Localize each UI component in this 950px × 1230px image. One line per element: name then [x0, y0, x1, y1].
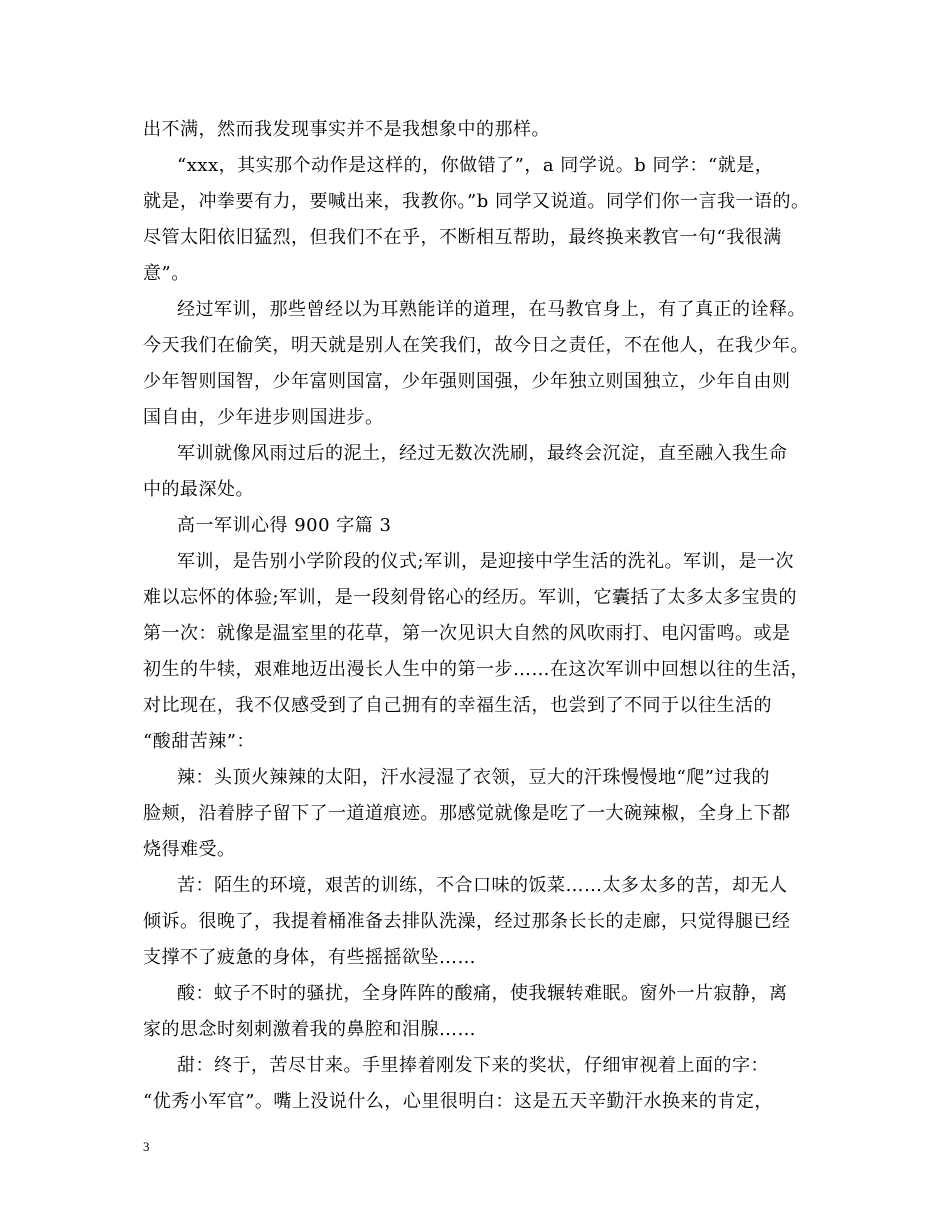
text-line: 烧得难受。	[143, 839, 236, 860]
text-line: 酸：蚊子不时的骚扰，全身阵阵的酸痛，使我辗转难眠。窗外一片寂静，离	[177, 983, 788, 1004]
text-line: 对比现在，我不仅感受到了自己拥有的幸福生活，也尝到了不同于以往生活的	[143, 695, 772, 716]
text-line: 就是，冲拳要有力，要喊出来，我教你。”b 同学又说道。同学们你一言我一语的。	[143, 191, 810, 212]
text-line: 难以忘怀的体验;军训，是一段刻骨铭心的经历。军训，它囊括了太多太多宝贵的	[143, 587, 798, 608]
text-line: 脸颊，沿着脖子留下了一道道痕迹。那感觉就像是吃了一大碗辣椒，全身上下都	[143, 803, 791, 824]
text-line: 少年智则国智，少年富则国富，少年强则国强，少年独立则国独立，少年自由则	[143, 371, 791, 392]
text-line: “优秀小军官”。嘴上没说什么，心里很明白：这是五天辛勤汗水换来的肯定，	[143, 1091, 773, 1112]
text-line: 尽管太阳依旧猛烈，但我们不在乎，不断相互帮助，最终换来教官一句“我很满	[143, 227, 782, 248]
text-line: 苦：陌生的环境，艰苦的训练，不合口味的饭菜……太多太多的苦，却无人	[177, 875, 788, 896]
text-line: 今天我们在偷笑，明天就是别人在笑我们，故今日之责任，不在他人，在我少年。	[143, 335, 809, 356]
text-line: 初生的牛犊，艰难地迈出漫长人生中的第一步……在这次军训中回想以往的生活，	[143, 659, 809, 680]
text-line: 辣：头顶火辣辣的太阳，汗水浸湿了衣领，豆大的汗珠慢慢地“爬”过我的	[177, 767, 770, 788]
text-line: 意”。	[143, 263, 190, 284]
text-line: “xxx，其实那个动作是这样的，你做错了”，a 同学说。b 同学：“就是，	[177, 155, 774, 176]
text-line: 支撑不了疲惫的身体，有些摇摇欲坠……	[143, 947, 476, 968]
page-number: 3	[143, 1139, 150, 1154]
text-line: 第一次：就像是温室里的花草，第一次见识大自然的风吹雨打、电闪雷鸣。或是	[143, 623, 791, 644]
document-body	[0, 112, 950, 1120]
text-line: 经过军训，那些曾经以为耳熟能详的道理，在马教官身上，有了真正的诠释。	[177, 299, 806, 320]
text-line: 军训就像风雨过后的泥土，经过无数次洗刷，最终会沉淀，直至融入我生命	[177, 443, 788, 464]
text-line: 国自由，少年进步则国进步。	[143, 407, 384, 428]
text-line: 出不满，然而我发现事实并不是我想象中的那样。	[143, 119, 550, 140]
text-line: 家的思念时刻刺激着我的鼻腔和泪腺……	[143, 1019, 476, 1040]
text-line: 倾诉。很晚了，我提着桶准备去排队洗澡，经过那条长长的走廊，只觉得腿已经	[143, 911, 791, 932]
text-line: 军训，是告别小学阶段的仪式;军训，是迎接中学生活的洗礼。军训，是一次	[177, 551, 795, 572]
text-line: 甜：终于，苦尽甘来。手里捧着刚发下来的奖状，仔细审视着上面的字：	[177, 1055, 769, 1076]
section-heading: 高一军训心得 900 字篇 3	[177, 515, 392, 536]
text-line: 中的最深处。	[143, 479, 254, 500]
text-line: “酸甜苦辣”：	[143, 731, 255, 752]
